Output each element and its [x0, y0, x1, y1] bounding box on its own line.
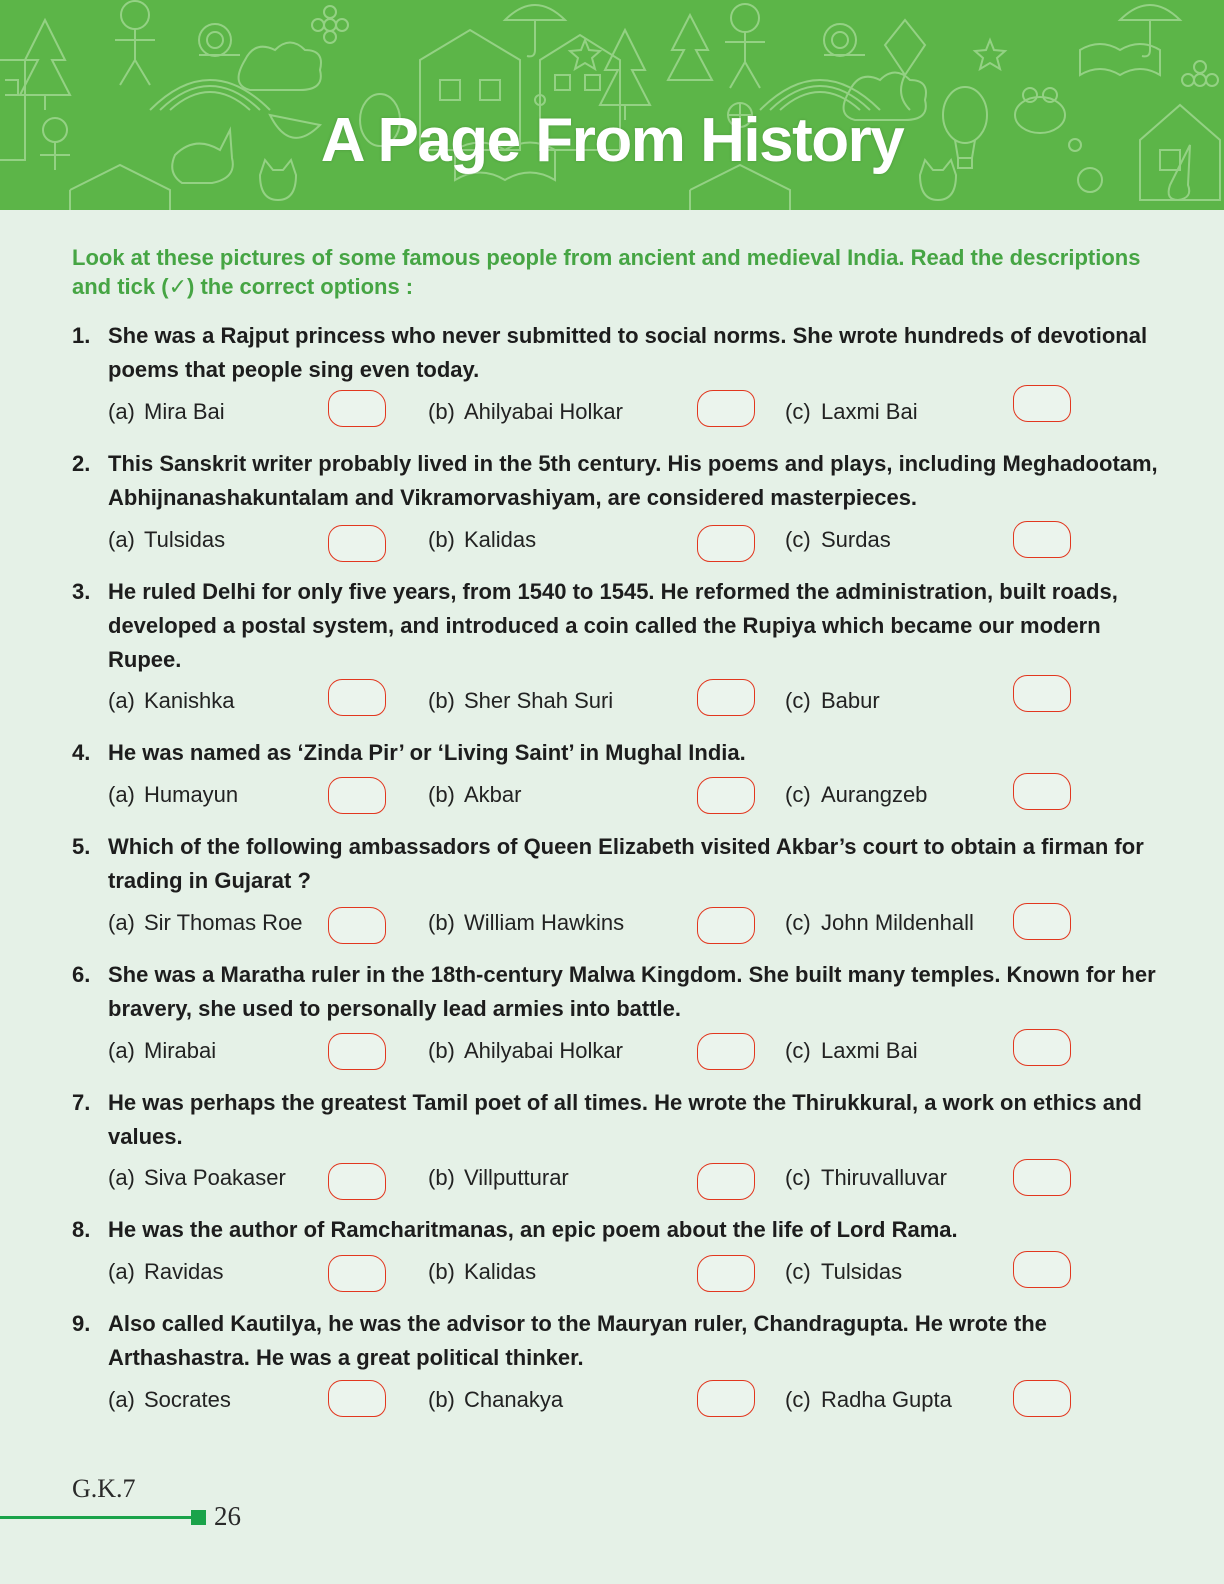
- option-label: Aurangzeb: [821, 782, 928, 807]
- question-text: He ruled Delhi for only five years, from 1540 to 1545. He reformed the administration, built roads, developed a postal system, and introduced a coin called the Rupiya which became our modern Rupee.: [108, 579, 1118, 672]
- tick-box-7a[interactable]: [328, 1163, 386, 1200]
- tick-box-8a[interactable]: [328, 1255, 386, 1292]
- option-letter: (c): [785, 1387, 811, 1412]
- option-2b: [428, 525, 536, 555]
- option-letter: (a): [108, 1259, 135, 1284]
- option-4b: [428, 780, 521, 810]
- tick-box-5c[interactable]: [1013, 903, 1071, 940]
- tick-box-6b[interactable]: [697, 1033, 755, 1070]
- question-text: This Sanskrit writer probably lived in the 5th century. His poems and plays, including Meghadootam, Abhijnanashakuntalam and Vikramorvashiyam, are considered masterpieces.: [108, 451, 1158, 510]
- question-text: He was the author of Ramcharitmanas, an epic poem about the life of Lord Rama.: [108, 1217, 958, 1242]
- tick-box-2b[interactable]: [697, 525, 755, 562]
- option-label: Tulsidas: [821, 1259, 903, 1284]
- option-label: Ravidas: [144, 1259, 224, 1284]
- option-label: Mirabai: [144, 1038, 217, 1063]
- question-text: He was named as ‘Zinda Pir’ or ‘Living Saint’ in Mughal India.: [108, 740, 746, 765]
- question-text: She was a Rajput princess who never submitted to social norms. She wrote hundreds of devotional poems that people sing even today.: [108, 323, 1148, 382]
- option-letter: (a): [108, 1165, 135, 1190]
- option-letter: (a): [108, 782, 135, 807]
- option-8c: [785, 1257, 902, 1287]
- option-8a: [108, 1257, 223, 1287]
- question-number: 8.: [72, 1217, 91, 1242]
- option-letter: (a): [108, 1387, 135, 1412]
- option-6b: [428, 1036, 623, 1066]
- option-letter: (b): [428, 1165, 455, 1190]
- option-letter: (b): [428, 527, 455, 552]
- option-letter: (a): [108, 688, 135, 713]
- option-label: Ahilyabai Holkar: [464, 1038, 623, 1063]
- instructions: Look at these pictures of some famous people from ancient and medieval India. Read the descriptions and tick (✓) the correct options :: [72, 245, 1141, 299]
- footer-rule: [0, 1516, 192, 1519]
- tick-box-8b[interactable]: [697, 1255, 755, 1292]
- option-label: Chanakya: [464, 1387, 564, 1412]
- question-text: He was perhaps the greatest Tamil poet of all times. He wrote the Thirukkural, a work on ethics and values.: [108, 1090, 1142, 1149]
- option-7c: [785, 1163, 947, 1193]
- option-3b: [428, 686, 613, 716]
- option-6c: [785, 1036, 918, 1066]
- option-letter: (c): [785, 910, 811, 935]
- option-7a: [108, 1163, 286, 1193]
- tick-box-3a[interactable]: [328, 679, 386, 716]
- option-2a: [108, 525, 225, 555]
- tick-box-4b[interactable]: [697, 777, 755, 814]
- tick-box-1c[interactable]: [1013, 385, 1071, 422]
- option-letter: (b): [428, 1259, 455, 1284]
- option-label: Kanishka: [144, 688, 235, 713]
- question-number: 2.: [72, 451, 91, 476]
- option-9a: [108, 1385, 231, 1415]
- tick-box-8c[interactable]: [1013, 1251, 1071, 1288]
- option-letter: (c): [785, 399, 811, 424]
- option-8b: [428, 1257, 536, 1287]
- option-label: Kalidas: [464, 1259, 537, 1284]
- option-label: Sir Thomas Roe: [144, 910, 303, 935]
- tick-box-6c[interactable]: [1013, 1029, 1071, 1066]
- option-label: Siva Poakaser: [144, 1165, 286, 1190]
- option-9b: [428, 1385, 563, 1415]
- tick-box-7b[interactable]: [697, 1163, 755, 1200]
- footer-square-marker: [191, 1510, 206, 1525]
- question-text: She was a Maratha ruler in the 18th-century Malwa Kingdom. She built many temples. Known for her bravery, she used to personally lead armies into battle.: [108, 962, 1156, 1021]
- option-label: Laxmi Bai: [821, 1038, 918, 1063]
- option-letter: (b): [428, 782, 455, 807]
- tick-box-9b[interactable]: [697, 1380, 755, 1417]
- option-letter: (a): [108, 399, 135, 424]
- question-number: 6.: [72, 962, 91, 987]
- option-label: Surdas: [821, 527, 891, 552]
- tick-box-4c[interactable]: [1013, 773, 1071, 810]
- option-2c: [785, 525, 891, 555]
- option-label: Radha Gupta: [821, 1387, 952, 1412]
- option-letter: (b): [428, 910, 455, 935]
- option-5b: [428, 908, 624, 938]
- option-1b: [428, 397, 623, 427]
- option-label: Laxmi Bai: [821, 399, 918, 424]
- option-label: Humayun: [144, 782, 239, 807]
- header-banner: [0, 0, 1224, 210]
- option-letter: (b): [428, 688, 455, 713]
- option-label: Villputturar: [464, 1165, 569, 1190]
- option-label: Kalidas: [464, 527, 537, 552]
- tick-box-1a[interactable]: [328, 390, 386, 427]
- option-1a: [108, 397, 225, 427]
- question-number: 1.: [72, 323, 91, 348]
- option-5c: [785, 908, 974, 938]
- option-label: Thiruvalluvar: [821, 1165, 947, 1190]
- tick-box-3b[interactable]: [697, 679, 755, 716]
- option-letter: (b): [428, 1387, 455, 1412]
- option-label: Tulsidas: [144, 527, 226, 552]
- option-label: John Mildenhall: [821, 910, 974, 935]
- option-letter: (c): [785, 688, 811, 713]
- book-title: G.K.7: [72, 1474, 136, 1503]
- question-number: 7.: [72, 1090, 91, 1115]
- tick-box-2a[interactable]: [328, 525, 386, 562]
- tick-box-2c[interactable]: [1013, 521, 1071, 558]
- tick-box-1b[interactable]: [697, 390, 755, 427]
- option-letter: (a): [108, 910, 135, 935]
- question-number: 3.: [72, 579, 91, 604]
- tick-box-7c[interactable]: [1013, 1159, 1071, 1196]
- option-1c: [785, 397, 918, 427]
- tick-box-5b[interactable]: [697, 907, 755, 944]
- option-label: Mira Bai: [144, 399, 225, 424]
- question-text: Also called Kautilya, he was the advisor to the Mauryan ruler, Chandragupta. He wrote the Arthashastra. He was a great political thinker.: [108, 1311, 1047, 1370]
- option-letter: (a): [108, 527, 135, 552]
- option-7b: [428, 1163, 569, 1193]
- tick-box-5a[interactable]: [328, 907, 386, 944]
- option-letter: (c): [785, 782, 811, 807]
- option-4a: [108, 780, 238, 810]
- option-label: Akbar: [464, 782, 522, 807]
- option-label: Sher Shah Suri: [464, 688, 614, 713]
- option-letter: (b): [428, 399, 455, 424]
- option-6a: [108, 1036, 216, 1066]
- option-4c: [785, 780, 927, 810]
- option-5a: [108, 908, 303, 938]
- option-letter: (c): [785, 1259, 811, 1284]
- option-letter: (c): [785, 527, 811, 552]
- question-number: 9.: [72, 1311, 91, 1336]
- option-label: Ahilyabai Holkar: [464, 399, 623, 424]
- option-letter: (c): [785, 1038, 811, 1063]
- tick-box-3c[interactable]: [1013, 675, 1071, 712]
- option-letter: (b): [428, 1038, 455, 1063]
- page-title: A Page From History: [320, 106, 904, 175]
- tick-box-9a[interactable]: [328, 1380, 386, 1417]
- option-3c: [785, 686, 880, 716]
- option-9c: [785, 1385, 952, 1415]
- tick-box-9c[interactable]: [1013, 1380, 1071, 1417]
- option-label: William Hawkins: [464, 910, 625, 935]
- page-number: 26: [214, 1501, 241, 1531]
- question-number: 4.: [72, 740, 91, 765]
- question-text: Which of the following ambassadors of Queen Elizabeth visited Akbar’s court to obtain a firman for trading in Gujarat ?: [108, 834, 1144, 893]
- option-3a: [108, 686, 235, 716]
- option-letter: (c): [785, 1165, 811, 1190]
- tick-box-6a[interactable]: [328, 1033, 386, 1070]
- option-label: Socrates: [144, 1387, 231, 1412]
- option-label: Babur: [821, 688, 880, 713]
- tick-box-4a[interactable]: [328, 777, 386, 814]
- option-letter: (a): [108, 1038, 135, 1063]
- question-number: 5.: [72, 834, 91, 859]
